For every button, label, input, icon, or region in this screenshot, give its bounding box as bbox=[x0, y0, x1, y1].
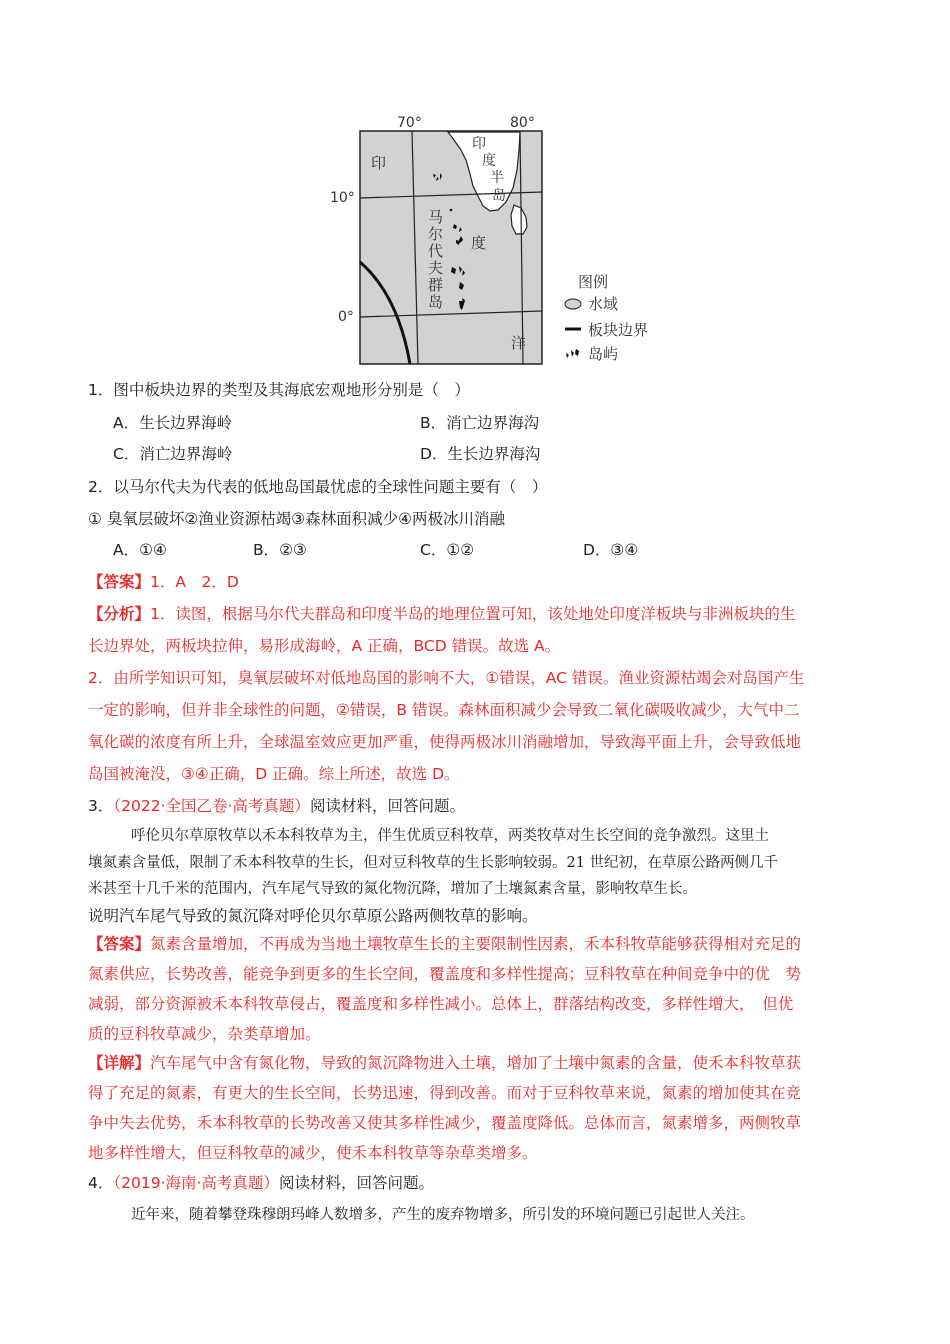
answer-12-text: 1．A 2．D bbox=[150, 573, 239, 591]
map-figure bbox=[320, 110, 665, 370]
q4-source: （2019·海南·高考真题） bbox=[113, 1174, 279, 1192]
q2-items: ① 臭氧层破坏②渔业资源枯竭③森林面积减少④两极冰川消融 bbox=[88, 510, 506, 528]
maldives-label bbox=[428, 208, 443, 311]
legend-island-icon bbox=[566, 349, 579, 358]
legend-title: 图例 bbox=[578, 273, 609, 291]
svg-text:代: 代 bbox=[428, 242, 444, 260]
svg-text:岛: 岛 bbox=[428, 293, 444, 311]
analysis-line-2: 长边界处，两板块拉伸，易形成海岭，A 正确，BCD 错误。故选 A。 bbox=[88, 637, 561, 655]
q3-source: （2022·全国乙卷·高考真题） bbox=[113, 797, 310, 815]
detail3-line-1: 【详解】汽车尾气中含有氮化物，导致的氮沉降物进入土壤，增加了土壤中氮素的含量，使禾本科牧草获 bbox=[88, 1054, 802, 1072]
q1-stem: 1．图中板块边界的类型及其海底宏观地形分别是（ ） bbox=[88, 381, 470, 399]
answer3-line-4: 质的豆科牧草减少，杂类草增加。 bbox=[88, 1025, 321, 1043]
analysis-line-4: 一定的影响，但并非全球性的问题，②错误，B 错误。森林面积减少会导致二氧化碳吸收减少，大气中二 bbox=[88, 701, 800, 719]
q1-option-a: A．生长边界海岭 bbox=[113, 414, 233, 432]
answer3-line-3: 减弱，部分资源被禾本科牧草侵占，覆盖度和多样性减小。总体上，群落结构改变，多样性增大， 但优 bbox=[88, 995, 794, 1013]
q2-option-d: D．③④ bbox=[583, 541, 639, 559]
detail3-line-3: 争中失去优势，禾本科牧草的长势改善又使其多样性减少，覆盖度降低。总体而言，氮素增多，两侧牧草 bbox=[88, 1114, 802, 1132]
detail3-line-2: 得了充足的氮素，有更大的生长空间，长势迅速，得到改善。而对于豆科牧草来说，氮素的增加使其在竞 bbox=[88, 1084, 802, 1102]
q4-material: 近年来，随着攀登珠穆朗玛峰人数增多，产生的废弃物增多，所引发的环境问题已引起世人关注。 bbox=[131, 1207, 755, 1223]
label-yin: 印 bbox=[371, 154, 387, 172]
legend-water-icon bbox=[565, 299, 581, 309]
legend-island-label: 岛屿 bbox=[588, 345, 619, 363]
q3-question: 说明汽车尾气导致的氮沉降对呼伦贝尔草原公路两侧牧草的影响。 bbox=[88, 907, 538, 925]
q3-material-line-3: 米甚至十几千米的范围内，汽车尾气导致的氮化物沉降，增加了土壤氮素含量，影响牧草生长。 bbox=[88, 881, 697, 897]
answer3-label: 【答案】 bbox=[88, 935, 151, 953]
analysis-label: 【分析】 bbox=[88, 605, 151, 623]
q4-header: 4．（2019·海南·高考真题）阅读材料，回答问题。 bbox=[88, 1174, 434, 1192]
lon-label-70: 70° bbox=[397, 115, 422, 131]
svg-text:印: 印 bbox=[472, 136, 486, 152]
q1-option-d: D．生长边界海沟 bbox=[420, 445, 541, 463]
analysis-line-5: 氧化碳的浓度有所上升，全球温室效应更加严重，使得两极冰川消融增加，导致海平面上升，会导致低地 bbox=[88, 733, 802, 751]
svg-text:群: 群 bbox=[428, 276, 444, 294]
q2-option-c: C．①② bbox=[420, 541, 475, 559]
svg-text:半: 半 bbox=[490, 170, 504, 186]
q2-stem: 2．以马尔代夫为代表的低地岛国最忧虑的全球性问题主要有（ ） bbox=[88, 478, 548, 496]
legend-boundary-label: 板块边界 bbox=[588, 321, 649, 339]
svg-text:度: 度 bbox=[482, 153, 496, 169]
q2-option-a: A．①④ bbox=[113, 541, 167, 559]
q2-option-b: B．②③ bbox=[253, 541, 307, 559]
answer3-line-1: 【答案】氮素含量增加，不再成为当地土壤牧草生长的主要限制性因素，禾本科牧草能够获得相对充足的 bbox=[88, 935, 802, 953]
answer3-line-2: 氮素供应，长势改善，能竞争到更多的生长空间，覆盖度和多样性提高；豆科牧草在种间竞争中的优 势 bbox=[88, 965, 802, 983]
q3-header: 3．（2022·全国乙卷·高考真题）阅读材料，回答问题。 bbox=[88, 797, 465, 815]
label-du: 度 bbox=[471, 234, 487, 252]
svg-text:夫: 夫 bbox=[428, 259, 444, 277]
answer-12-label: 【答案】 bbox=[88, 573, 151, 591]
lat-label-10: 10° bbox=[330, 190, 355, 206]
map-legend bbox=[565, 273, 648, 363]
analysis-line-3: 2．由所学知识可知，臭氧层破坏对低地岛国的影响不大，①错误，AC 错误。渔业资源枯竭会对岛国产生 bbox=[88, 669, 805, 687]
lon-label-80: 80° bbox=[510, 115, 535, 131]
analysis-line-1: 【分析】1．读图，根据马尔代夫群岛和印度半岛的地理位置可知，该处地处印度洋板块与非洲板块的生 bbox=[88, 605, 796, 623]
q1-option-c: C．消亡边界海岭 bbox=[113, 445, 233, 463]
label-yang: 洋 bbox=[511, 334, 527, 352]
answer-12 bbox=[88, 572, 239, 592]
lat-label-0: 0° bbox=[338, 309, 354, 325]
svg-text:岛: 岛 bbox=[492, 188, 506, 204]
analysis-line-6: 岛国被淹没，③④正确，D 正确。综上所述，故选 D。 bbox=[88, 765, 460, 783]
svg-text:马: 马 bbox=[428, 208, 444, 226]
q3-material-line-1: 呼伦贝尔草原牧草以禾本科牧草为主，伴生优质豆科牧草，两类牧草对生长空间的竞争激烈。这里土 bbox=[131, 828, 769, 844]
detail3-line-4: 地多样性增大，但豆科牧草的减少，使禾本科牧草等杂草类增多。 bbox=[88, 1144, 538, 1162]
svg-text:尔: 尔 bbox=[428, 225, 444, 243]
q3-material-line-2: 壤氮素含量低，限制了禾本科牧草的生长，但对豆科牧草的生长影响较弱。21 世纪初，在草原公路两侧几千 bbox=[88, 855, 779, 871]
detail3-label: 【详解】 bbox=[88, 1054, 151, 1072]
q1-option-b: B．消亡边界海沟 bbox=[420, 414, 540, 432]
legend-water-label: 水域 bbox=[588, 295, 619, 313]
